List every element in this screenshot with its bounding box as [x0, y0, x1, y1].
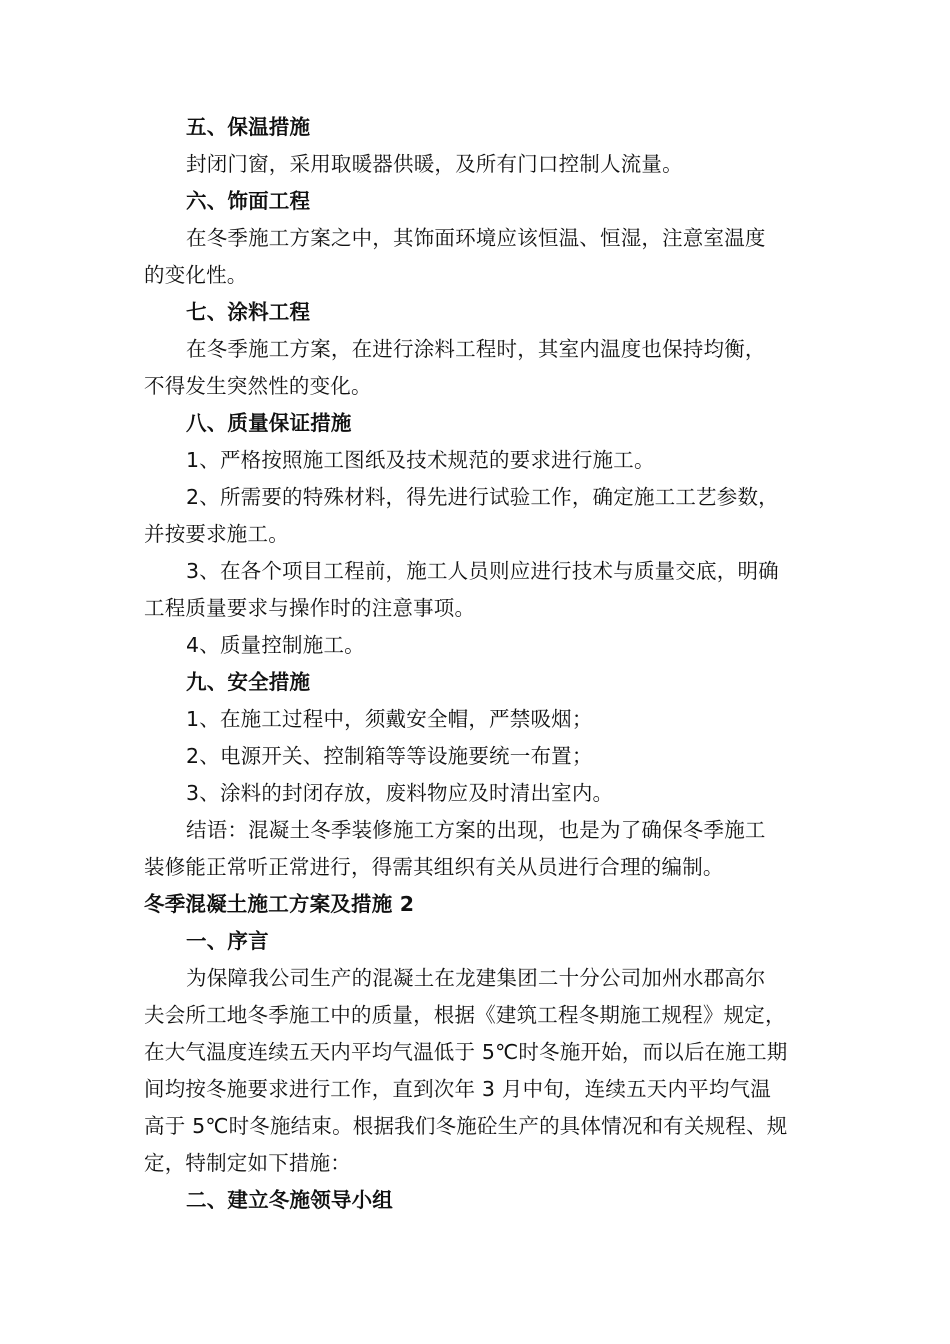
section-heading: 五、保温措施: [186, 115, 311, 139]
paragraph-continuation-line: 高于 5℃时冬施结束。根据我们冬施砼生产的具体情况和有关规程、规: [144, 1114, 788, 1138]
paragraph-line: 1、严格按照施工图纸及技术规范的要求进行施工。: [186, 448, 655, 472]
paragraph-continuation-line: 装修能正常听正常进行，得需其组织有关从员进行合理的编制。: [144, 855, 724, 879]
paragraph-line: 在冬季施工方案之中，其饰面环境应该恒温、恒湿，注意室温度: [186, 226, 766, 250]
paragraph-line: 4、质量控制施工。: [186, 633, 365, 657]
paragraph-line: 为保障我公司生产的混凝土在龙建集团二十分公司加州水郡高尔: [186, 966, 766, 990]
paragraph-continuation-line: 夫会所工地冬季施工中的质量，根据《建筑工程冬期施工规程》规定，: [144, 1003, 786, 1027]
paragraph-line: 3、在各个项目工程前，施工人员则应进行技术与质量交底，明确: [186, 559, 779, 583]
section-heading: 六、饰面工程: [186, 189, 311, 213]
section-heading: 九、安全措施: [186, 670, 311, 694]
paragraph-line: 2、所需要的特殊材料，得先进行试验工作，确定施工工艺参数，: [186, 485, 779, 509]
section-heading: 八、质量保证措施: [186, 411, 352, 435]
paragraph-continuation-line: 间均按冬施要求进行工作，直到次年 3 月中旬，连续五天内平均气温: [144, 1077, 771, 1101]
paragraph-line: 1、在施工过程中，须戴安全帽，严禁吸烟；: [186, 707, 593, 731]
paragraph-line: 封闭门窗，采用取暖器供暖，及所有门口控制人流量。: [186, 152, 683, 176]
section-heading: 七、涂料工程: [186, 300, 311, 324]
paragraph-continuation-line: 的变化性。: [144, 263, 248, 287]
document-subtitle: 冬季混凝土施工方案及措施 2: [144, 892, 415, 916]
paragraph-continuation-line: 并按要求施工。: [144, 522, 289, 546]
paragraph-continuation-line: 工程质量要求与操作时的注意事项。: [144, 596, 476, 620]
paragraph-continuation-line: 不得发生突然性的变化。: [144, 374, 372, 398]
paragraph-continuation-line: 在大气温度连续五天内平均气温低于 5℃时冬施开始，而以后在施工期: [144, 1040, 788, 1064]
paragraph-line: 2、电源开关、控制箱等等设施要统一布置；: [186, 744, 593, 768]
document-page: [144, 109, 814, 1219]
paragraph-line: 在冬季施工方案，在进行涂料工程时，其室内温度也保持均衡，: [186, 337, 766, 361]
section-heading: 二、建立冬施领导小组: [186, 1188, 393, 1212]
paragraph-line: 结语：混凝土冬季装修施工方案的出现，也是为了确保冬季施工: [186, 818, 766, 842]
paragraph-line: 3、涂料的封闭存放，废料物应及时清出室内。: [186, 781, 614, 805]
paragraph-continuation-line: 定，特制定如下措施：: [144, 1151, 351, 1175]
section-heading: 一、序言: [186, 929, 269, 953]
